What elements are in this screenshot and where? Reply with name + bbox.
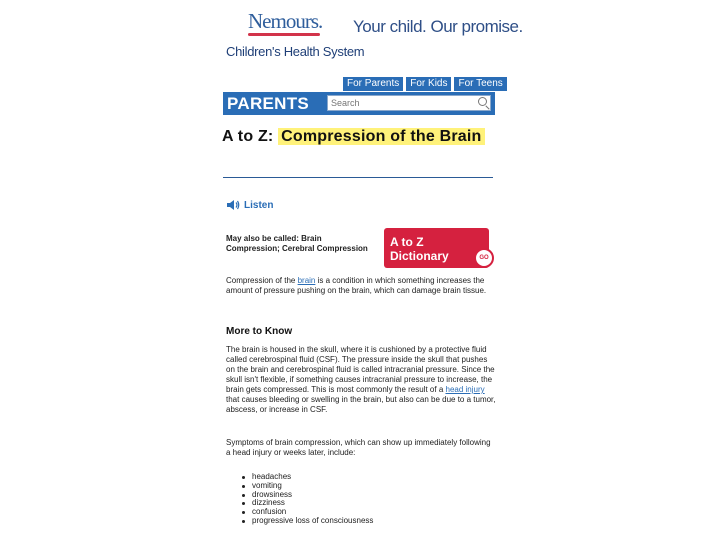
section-title: PARENTS xyxy=(227,94,310,113)
more-paragraph xyxy=(226,345,496,415)
symptoms-intro: Symptoms of brain compression, which can show up immediately following a head injury or weeks later, include: xyxy=(226,438,491,457)
also-called: May also be called: Brain Compression; Cerebral Compression xyxy=(226,234,368,253)
logo-subtitle: Children's Health System xyxy=(226,44,365,59)
listen-label: Listen xyxy=(244,199,274,211)
intro-text-after: is a condition in which something increases the amount of pressure pushing on the brain, which can damage brain tissue. xyxy=(226,276,487,295)
list-item: headaches xyxy=(240,473,373,482)
list-item: progressive loss of consciousness xyxy=(240,517,373,526)
badge-line2: Dictionary xyxy=(390,249,449,263)
title-prefix: A to Z: xyxy=(222,128,274,145)
go-icon: GO xyxy=(474,248,494,268)
speaker-icon xyxy=(226,198,240,212)
intro-text-before: Compression of the xyxy=(226,276,298,285)
listen-button[interactable] xyxy=(226,198,273,212)
tab-for-teens[interactable]: For Teens xyxy=(454,77,506,91)
a-to-z-dictionary-button[interactable] xyxy=(384,228,489,268)
list-item: drowsiness xyxy=(240,491,373,500)
head-injury-link[interactable]: head injury xyxy=(445,385,485,394)
search-input[interactable] xyxy=(327,95,491,111)
more-text-before: The brain is housed in the skull, where it is cushioned by a protective fluid called cerebrospinal fluid (CSF). The pressure inside the skull that pushes on the brain and cerebrospinal fluid is called intracranial pressure. Since the skull isn't flexible, if something causes intracranial pressure to increase, the brain gets compressed. This is most commonly the result of a xyxy=(226,345,495,394)
title-divider xyxy=(223,177,493,178)
parents-bar xyxy=(223,92,495,115)
list-item: dizziness xyxy=(240,499,373,508)
search-icon[interactable] xyxy=(478,97,487,106)
tab-for-parents[interactable]: For Parents xyxy=(343,77,403,91)
more-text-after: that causes bleeding or swelling in the brain, but also can be due to a tumor, abscess, or increase in CSF. xyxy=(226,395,496,414)
title-highlight: Compression of the Brain xyxy=(278,128,484,145)
page-title xyxy=(222,127,498,147)
tab-for-kids[interactable]: For Kids xyxy=(406,77,451,91)
nemours-logo[interactable] xyxy=(226,9,365,59)
logo-name: Nemours. xyxy=(226,10,346,36)
symptoms-list xyxy=(240,473,373,526)
intro-paragraph xyxy=(226,276,496,296)
list-item: confusion xyxy=(240,508,373,517)
more-to-know-heading: More to Know xyxy=(226,326,293,337)
badge-line1: A to Z xyxy=(390,235,424,249)
brain-link[interactable]: brain xyxy=(297,276,316,285)
audience-tabs xyxy=(343,77,507,91)
list-item: vomiting xyxy=(240,482,373,491)
tagline: Your child. Our promise. xyxy=(353,17,523,36)
